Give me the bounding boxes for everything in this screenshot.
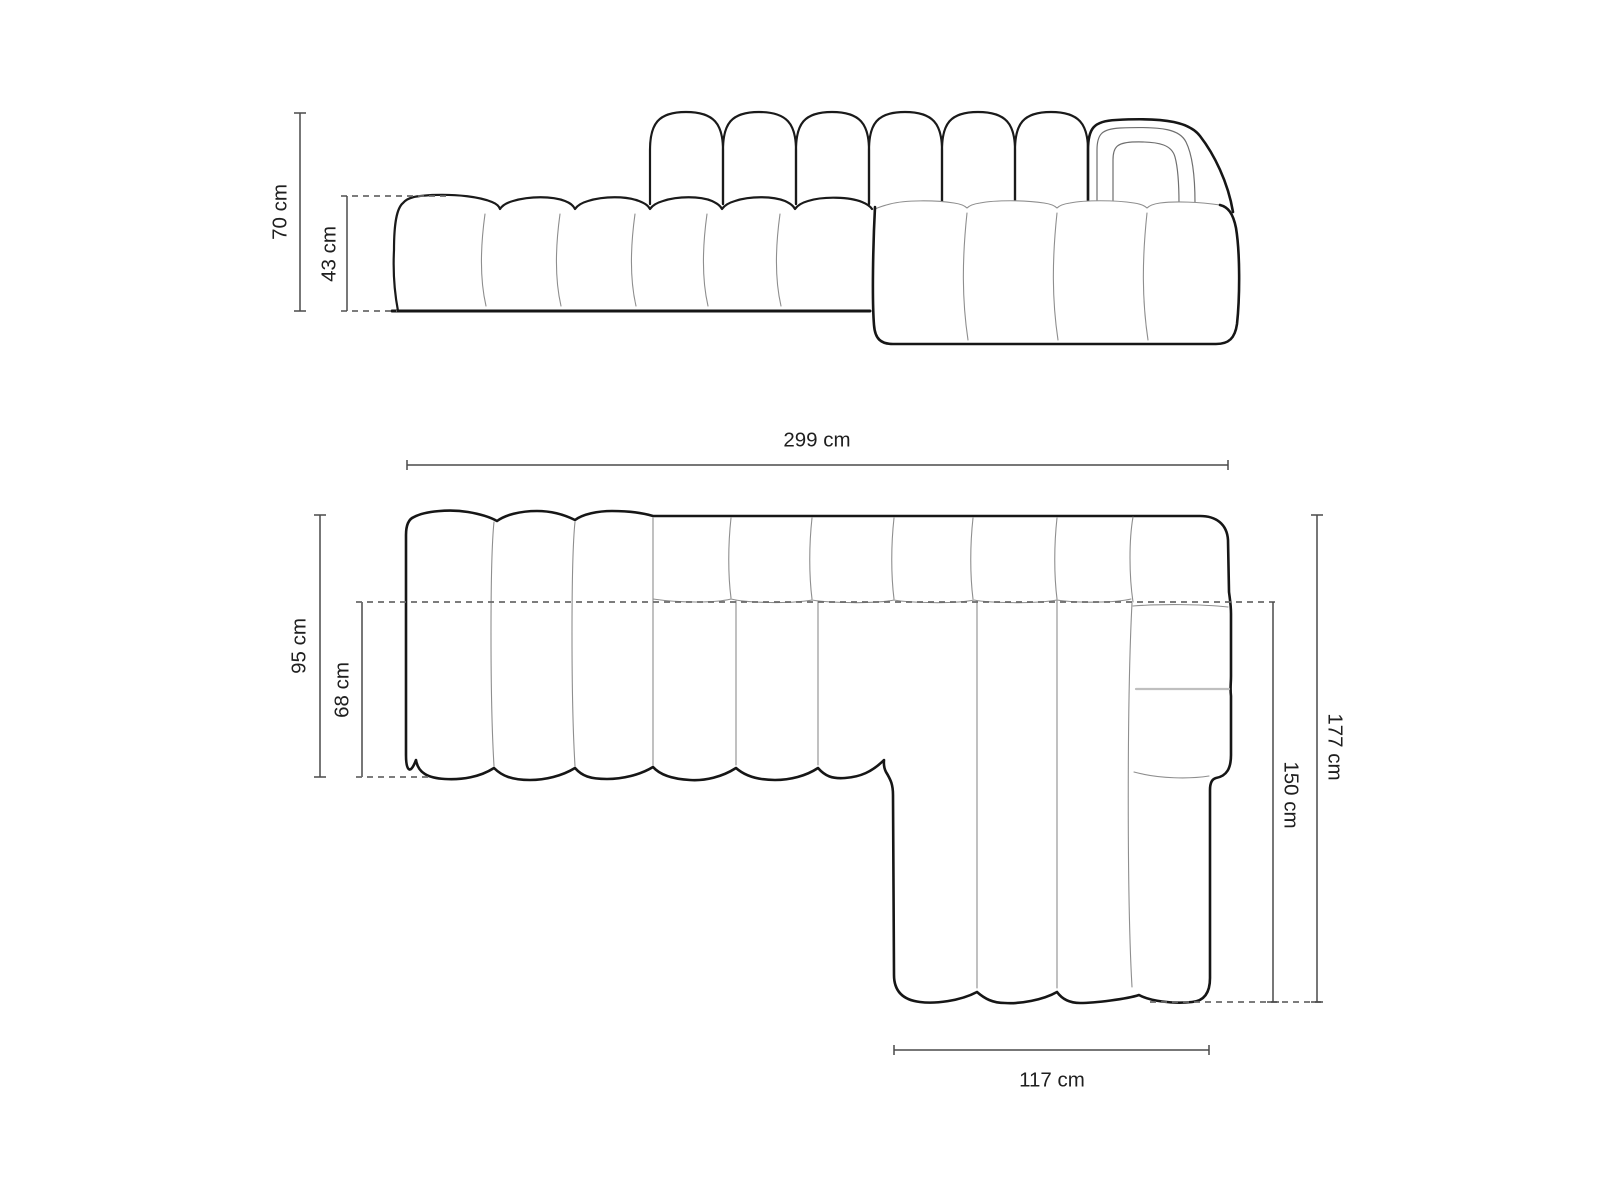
total-width-dim-line [407,460,1228,470]
seat-channels [392,195,872,311]
front-elevation-view [268,112,1239,344]
plan-total-length-label: 177 cm [1323,713,1347,781]
total-height-dim-line [294,113,306,311]
chaise-length-dim-line [1267,602,1279,1002]
plan-seat-depth-label: 68 cm [330,662,354,718]
front-total-height-label: 70 cm [268,184,292,240]
armrest-arch [1088,119,1233,212]
chaise-front-block [873,201,1239,344]
chaise-width-dim-line [894,1045,1209,1055]
plan-total-depth-label: 95 cm [287,618,311,674]
backrest-channels [650,112,1088,204]
total-depth-dim-line [314,515,326,777]
front-seat-height-label: 43 cm [317,226,341,282]
top-plan-view [287,428,1346,1091]
plan-chaise-length-label: 150 cm [1279,761,1303,829]
total-length-dim-line [1311,515,1323,1002]
plan-total-width-label: 299 cm [783,428,851,452]
plan-chaise-width-label: 117 cm [1019,1068,1085,1092]
